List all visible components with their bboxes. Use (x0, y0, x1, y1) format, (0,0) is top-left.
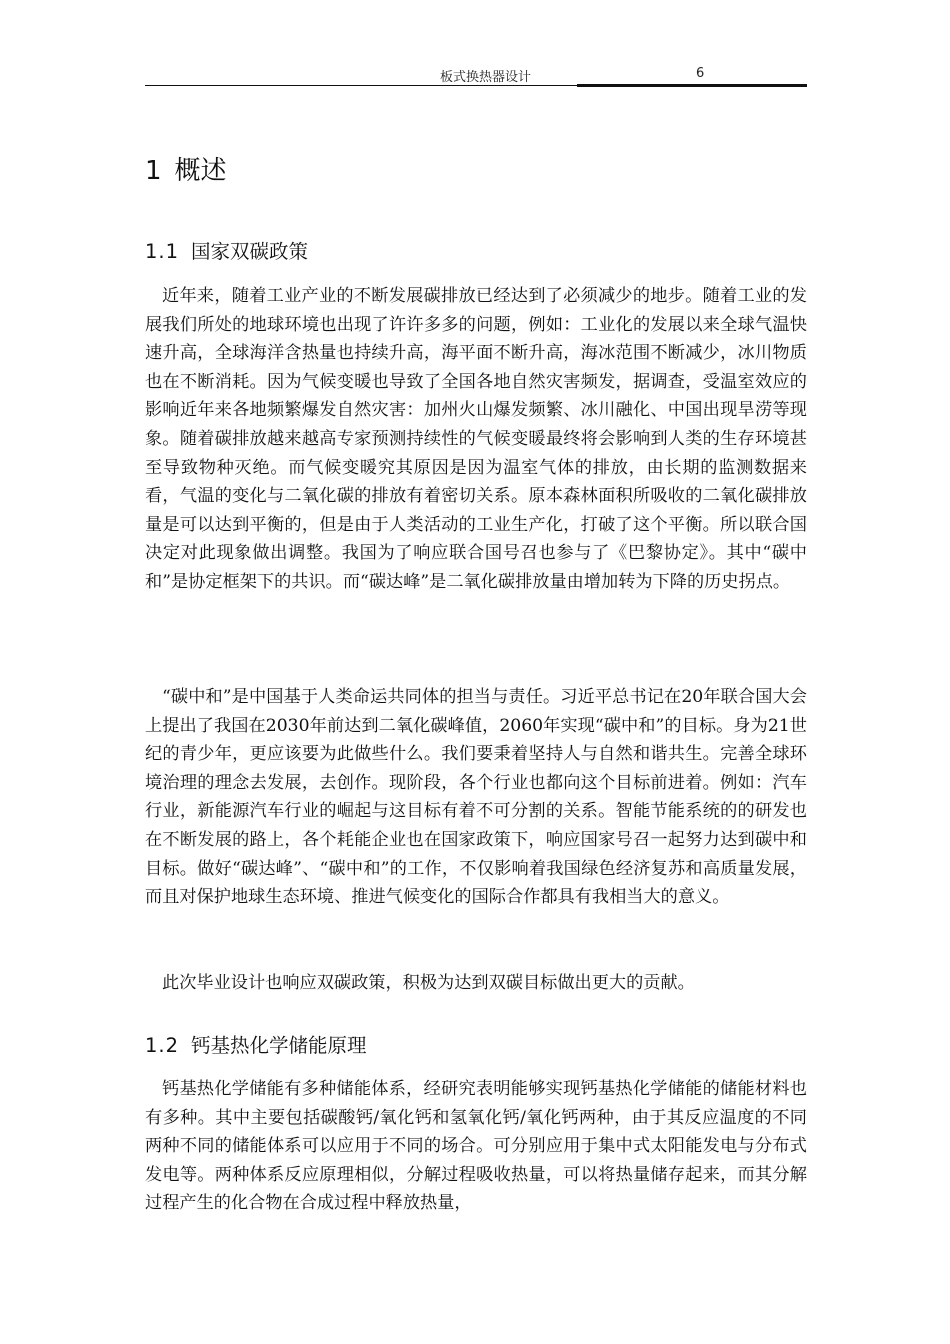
section-number: 1.2 (145, 1034, 180, 1057)
chapter-number: 1 (145, 156, 163, 186)
section-number: 1.1 (145, 240, 180, 263)
header-rule-thin (145, 85, 577, 86)
chapter-heading (145, 150, 227, 187)
section-title: 国家双碳政策 (191, 240, 309, 263)
header-page-number: 6 (696, 66, 705, 81)
paragraph: 此次毕业设计也响应双碳政策，积极为达到双碳目标做出更大的贡献。 (162, 973, 695, 993)
header-rule-thick (577, 84, 807, 87)
paragraph: 近年来，随着工业产业的不断发展碳排放已经达到了必须减少的地步。随着工业的发展我们所处的地球环境也出现了许许多多的问题，例如：工业化的发展以来全球气温快速升高，全球海洋含热量也持续升高，海平面不断升高，海冰范围不断减少，冰川物质也在不断消耗。因为气候变暖也导致了全国各地自然灾害频发，据调查，受温室效应的影响近年来各地频繁爆发自然灾害：加州火山爆发频繁、冰川融化、中国出现旱涝等现象。随着碳排放越来越高专家预测持续性的气候变暖最终将会影响到人类的生存环境甚至导致物种灭绝。而气候变暖究其原因是因为温室气体的排放，由长期的监测数据来看，气温的变化与二氧化碳的排放有着密切关系。原本森林面积所吸收的二氧化碳排放量是可以达到平衡的，但是由于人类活动的工业生产化，打破了这个平衡。所以联合国决定对此现象做出调整。我国为了响应联合国号召也参与了《巴黎协定》。其中“碳中和”是协定框架下的共识。而“碳达峰”是二氧化碳排放量由增加转为下降的历史拐点。 (145, 286, 807, 592)
header-title: 板式换热器设计 (440, 70, 532, 85)
page-header (145, 66, 807, 88)
chapter-title: 概述 (174, 156, 227, 186)
section-title: 钙基热化学储能原理 (191, 1034, 367, 1057)
paragraph: “碳中和”是中国基于人类命运共同体的担当与责任。习近平总书记在20年联合国大会上提出了我国在2030年前达到二氧化碳峰值，2060年实现“碳中和”的目标。身为21世纪的青少年，更应该要为此做些什么。我们要秉着坚持人与自然和谐共生。完善全球环境治理的理念去发展，去创作。现阶段，各个行业也都向这个目标前进着。例如：汽车行业，新能源汽车行业的崛起与这目标有着不可分割的关系。智能节能系统的的研发也在不断发展的路上，各个耗能企业也在国家政策下，响应国家号召一起努力达到碳中和目标。做好“碳达峰”、“碳中和”的工作，不仅影响着我国绿色经济复苏和高质量发展，而且对保护地球生态环境、推进气候变化的国际合作都具有我相当大的意义。 (145, 687, 807, 908)
section-heading-1-2 (145, 1030, 367, 1058)
section-heading-1-1 (145, 236, 308, 264)
paragraph: 钙基热化学储能有多种储能体系，经研究表明能够实现钙基热化学储能的储能材料也有多种。其中主要包括碳酸钙/氧化钙和氢氧化钙/氧化钙两种，由于其反应温度的不同两种不同的储能体系可以应用于不同的场合。可分别应用于集中式太阳能发电与分布式发电等。两种体系反应原理相似，分解过程吸收热量，可以将热量储存起来，而其分解过程产生的化合物在合成过程中释放热量， (145, 1079, 807, 1214)
